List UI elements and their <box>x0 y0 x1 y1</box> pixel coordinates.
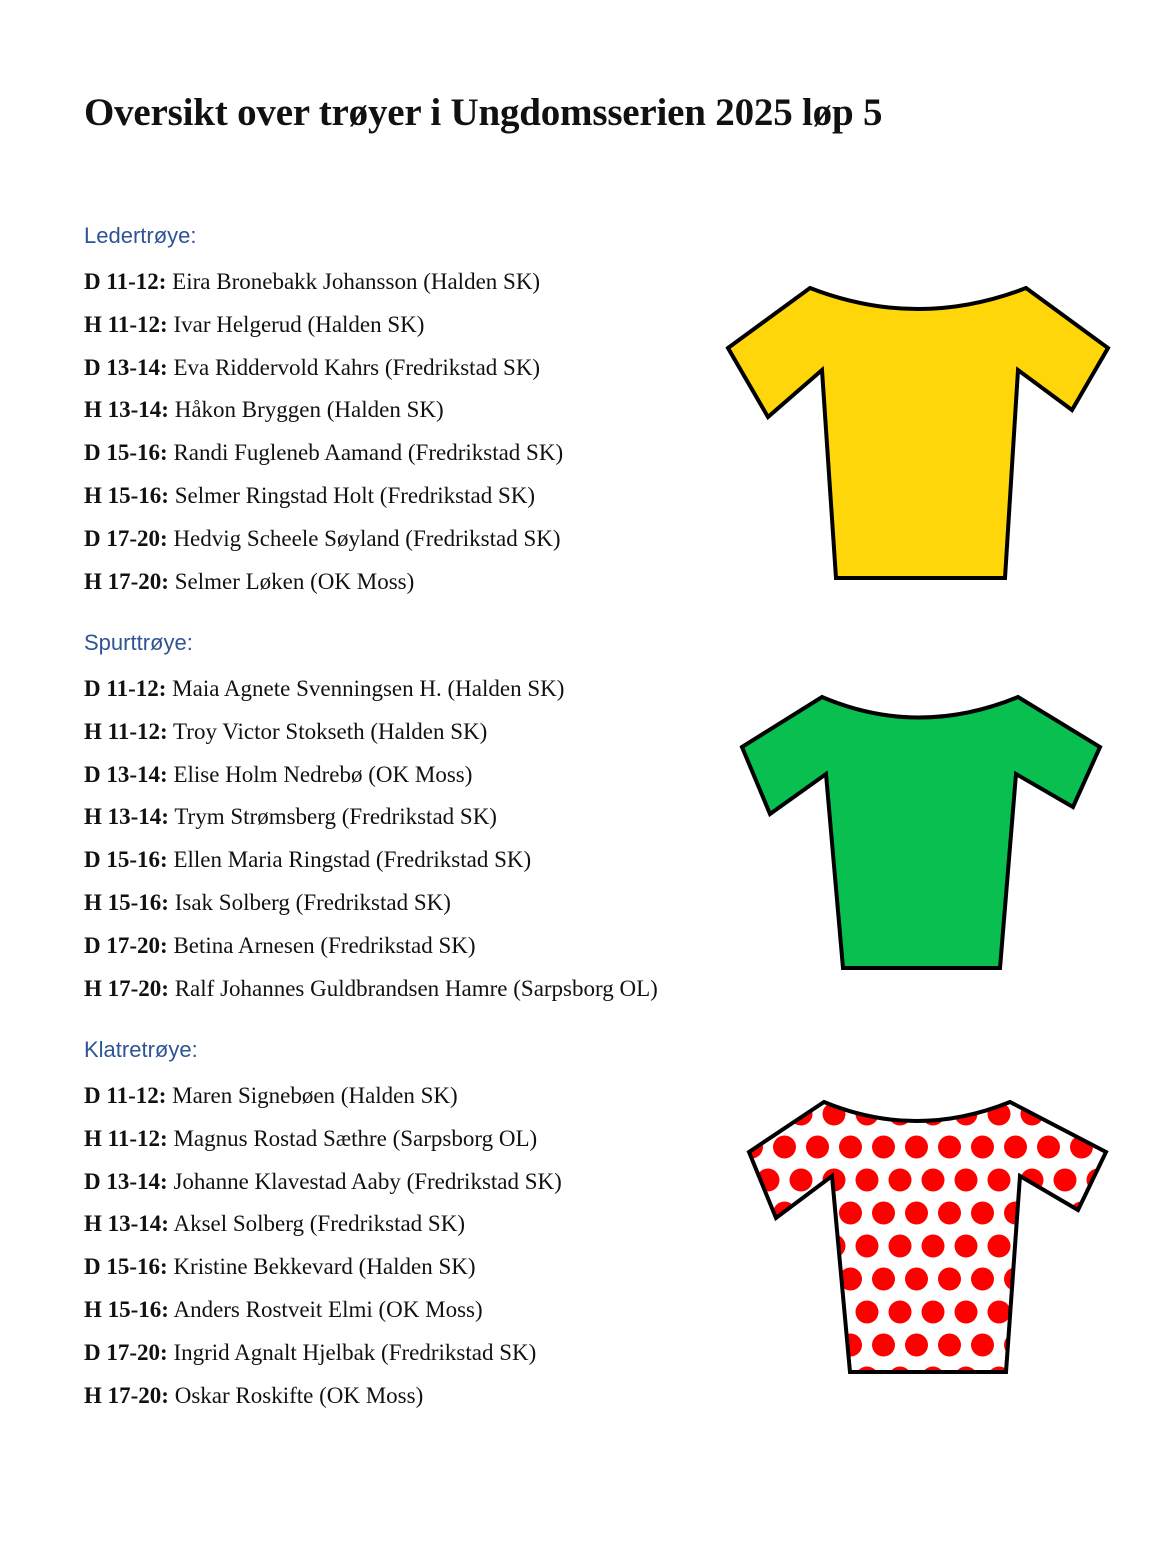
polka-dot <box>905 1136 928 1159</box>
polka-dot <box>1037 1334 1060 1357</box>
polka-dot <box>790 1367 813 1381</box>
polka-dot <box>1087 1367 1110 1381</box>
polka-dot <box>971 1202 994 1225</box>
polka-dot <box>790 1301 813 1324</box>
list-item <box>84 932 658 975</box>
class-label: H 11-12: <box>84 1125 168 1151</box>
section-heading-klatretroye: Klatretrøye: <box>84 1037 198 1062</box>
polka-dot <box>938 1136 961 1159</box>
polka-dot <box>757 1301 780 1324</box>
class-label: H 15-16: <box>84 482 169 508</box>
list-item <box>84 1210 562 1253</box>
list-item <box>84 525 563 568</box>
polka-dot <box>971 1268 994 1291</box>
polka-dot <box>839 1202 862 1225</box>
winner-name: Selmer Løken (OK Moss) <box>174 568 415 594</box>
polka-dot <box>971 1334 994 1357</box>
winner-name: Elise Holm Nedrebø (OK Moss) <box>173 761 473 787</box>
polka-dot <box>872 1136 895 1159</box>
class-label: D 17-20: <box>84 1339 168 1365</box>
polka-dot <box>744 1367 747 1381</box>
polka-dot <box>872 1202 895 1225</box>
yellow-jersey-icon <box>722 282 1114 584</box>
polka-dot <box>1054 1235 1077 1258</box>
polka-dot <box>744 1301 747 1324</box>
class-label: H 11-12: <box>84 718 168 744</box>
polka-dot <box>872 1268 895 1291</box>
polka-dot <box>790 1235 813 1258</box>
polka-dot <box>744 1268 763 1291</box>
class-label: H 15-16: <box>84 889 169 915</box>
polka-dot <box>806 1268 829 1291</box>
polka-dot <box>773 1136 796 1159</box>
polka-dot <box>839 1334 862 1357</box>
class-label: D 11-12: <box>84 1083 167 1108</box>
polka-dot <box>773 1268 796 1291</box>
list-item <box>84 975 658 1018</box>
polka-dot <box>1004 1136 1027 1159</box>
polka-dot <box>922 1301 945 1324</box>
winner-name: Betina Arnesen (Fredrikstad SK) <box>173 932 476 958</box>
class-label: H 11-12: <box>84 311 168 337</box>
winner-name: Magnus Rostad Sæthre (Sarpsborg OL) <box>173 1125 538 1151</box>
entry-list-ledertroye <box>84 268 563 610</box>
polka-dot <box>905 1202 928 1225</box>
polka-dot <box>955 1169 978 1192</box>
class-label: D 13-14: <box>84 354 168 380</box>
polka-dot <box>1087 1235 1110 1258</box>
polka-dot <box>1087 1103 1110 1126</box>
winner-name: Oskar Roskifte (OK Moss) <box>174 1382 424 1408</box>
section-heading-spurttroye: Spurttrøye: <box>84 630 193 655</box>
polka-dot <box>806 1334 829 1357</box>
class-label: D 11-12: <box>84 269 167 294</box>
winner-name: Johanne Klavestad Aaby (Fredrikstad SK) <box>173 1168 562 1194</box>
list-item <box>84 718 658 761</box>
class-label: D 17-20: <box>84 525 168 551</box>
list-item <box>84 889 658 932</box>
winner-name: Trym Strømsberg (Fredrikstad SK) <box>174 804 497 830</box>
polka-dot-jersey-icon <box>744 1096 1112 1380</box>
winner-name: Troy Victor Stokseth (Halden SK) <box>173 718 488 744</box>
polka-dot <box>1021 1367 1044 1381</box>
polka-dot <box>1087 1301 1110 1324</box>
winner-name: Aksel Solberg (Fredrikstad SK) <box>173 1211 465 1237</box>
list-item <box>84 1082 562 1125</box>
polka-dot <box>988 1301 1011 1324</box>
winner-name: Håkon Bryggen (Halden SK) <box>174 397 444 423</box>
polka-dot <box>1103 1202 1112 1225</box>
polka-dot <box>955 1235 978 1258</box>
polka-dot <box>1004 1268 1027 1291</box>
class-label: H 15-16: <box>84 1296 169 1322</box>
polka-dot <box>839 1136 862 1159</box>
polka-dot <box>823 1235 846 1258</box>
class-label: D 15-16: <box>84 847 168 873</box>
class-label: H 13-14: <box>84 397 169 423</box>
list-item <box>84 1296 562 1339</box>
polka-dot <box>1054 1169 1077 1192</box>
class-label: D 15-16: <box>84 440 168 466</box>
list-item <box>84 396 563 439</box>
class-label: D 15-16: <box>84 1254 168 1280</box>
polka-dot <box>1103 1268 1112 1291</box>
winner-name: Randi Fugleneb Aamand (Fredrikstad SK) <box>173 440 564 466</box>
polka-dot <box>872 1334 895 1357</box>
polka-dot <box>1037 1268 1060 1291</box>
list-item <box>84 354 563 397</box>
polka-dot <box>744 1103 747 1126</box>
list-item <box>84 1382 562 1425</box>
polka-dot <box>1054 1301 1077 1324</box>
winner-name: Kristine Bekkevard (Halden SK) <box>173 1254 476 1280</box>
list-item <box>84 268 563 311</box>
list-item <box>84 439 563 482</box>
polka-dot <box>856 1169 879 1192</box>
winner-name: Eva Riddervold Kahrs (Fredrikstad SK) <box>173 354 541 380</box>
winner-name: Hedvig Scheele Søyland (Fredrikstad SK) <box>173 525 561 551</box>
polka-dot <box>806 1202 829 1225</box>
winner-name: Ivar Helgerud (Halden SK) <box>173 311 425 337</box>
class-label: H 17-20: <box>84 568 169 594</box>
list-item <box>84 1339 562 1382</box>
list-item <box>84 675 658 718</box>
polka-dot <box>955 1301 978 1324</box>
list-item <box>84 761 658 804</box>
section-heading-ledertroye: Ledertrøye: <box>84 223 197 248</box>
polka-dot <box>757 1367 780 1381</box>
polka-dot <box>757 1235 780 1258</box>
polka-dot <box>1021 1301 1044 1324</box>
list-item <box>84 311 563 354</box>
polka-dot <box>938 1202 961 1225</box>
polka-dot <box>1070 1334 1093 1357</box>
winner-name: Isak Solberg (Fredrikstad SK) <box>174 889 451 915</box>
winner-name: Maia Agnete Svenningsen H. (Halden SK) <box>172 676 565 701</box>
list-item <box>84 568 563 611</box>
class-label: D 13-14: <box>84 1168 168 1194</box>
polka-dot <box>744 1235 747 1258</box>
class-label: H 13-14: <box>84 804 169 830</box>
list-item <box>84 803 658 846</box>
winner-name: Ellen Maria Ringstad (Fredrikstad SK) <box>173 847 532 873</box>
entry-list-spurttroye <box>84 675 658 1017</box>
polka-dot <box>856 1235 879 1258</box>
winner-name: Selmer Ringstad Holt (Fredrikstad SK) <box>174 482 536 508</box>
polka-dot <box>744 1202 763 1225</box>
polka-dot <box>889 1235 912 1258</box>
green-jersey-icon <box>738 692 1106 974</box>
polka-dot <box>1103 1334 1112 1357</box>
winner-name: Ingrid Agnalt Hjelbak (Fredrikstad SK) <box>173 1339 537 1365</box>
page-title: Oversikt over trøyer i Ungdomsserien 2025 løp 5 <box>84 91 883 134</box>
polka-dot <box>905 1334 928 1357</box>
list-item <box>84 1125 562 1168</box>
polka-dot <box>922 1169 945 1192</box>
polka-dot <box>1037 1136 1060 1159</box>
list-item <box>84 846 658 889</box>
jersey-shape <box>742 697 1100 968</box>
polka-dot <box>938 1334 961 1357</box>
winner-name: Ralf Johannes Guldbrandsen Hamre (Sarpsborg OL) <box>174 975 658 1001</box>
winner-name: Anders Rostveit Elmi (OK Moss) <box>173 1296 483 1322</box>
polka-dot <box>889 1169 912 1192</box>
winner-name: Maren Signebøen (Halden SK) <box>172 1083 458 1108</box>
polka-dot <box>971 1136 994 1159</box>
class-label: H 13-14: <box>84 1211 169 1237</box>
polka-dot <box>806 1136 829 1159</box>
polka-dot <box>889 1301 912 1324</box>
list-item <box>84 1253 562 1296</box>
class-label: D 17-20: <box>84 932 168 958</box>
polka-dot <box>1054 1103 1077 1126</box>
polka-dot <box>744 1169 747 1192</box>
polka-dot <box>938 1268 961 1291</box>
list-item <box>84 482 563 525</box>
polka-dot <box>757 1103 780 1126</box>
polka-dot <box>988 1169 1011 1192</box>
jersey-shape <box>728 288 1108 578</box>
polka-dot <box>823 1367 846 1381</box>
class-label: D 11-12: <box>84 676 167 701</box>
polka-dot <box>1070 1268 1093 1291</box>
polka-dot <box>773 1334 796 1357</box>
list-item <box>84 1168 562 1211</box>
polka-dot <box>856 1301 879 1324</box>
polka-dot <box>1054 1367 1077 1381</box>
polka-dot <box>744 1334 763 1357</box>
entry-list-klatretroye <box>84 1082 562 1424</box>
class-label: D 13-14: <box>84 761 168 787</box>
polka-dot <box>905 1268 928 1291</box>
polka-dot <box>790 1169 813 1192</box>
polka-dot <box>1021 1235 1044 1258</box>
polka-dot <box>988 1235 1011 1258</box>
class-label: H 17-20: <box>84 1382 169 1408</box>
class-label: H 17-20: <box>84 975 169 1001</box>
winner-name: Eira Bronebakk Johansson (Halden SK) <box>172 269 541 294</box>
polka-dot <box>1037 1202 1060 1225</box>
polka-dot <box>922 1235 945 1258</box>
